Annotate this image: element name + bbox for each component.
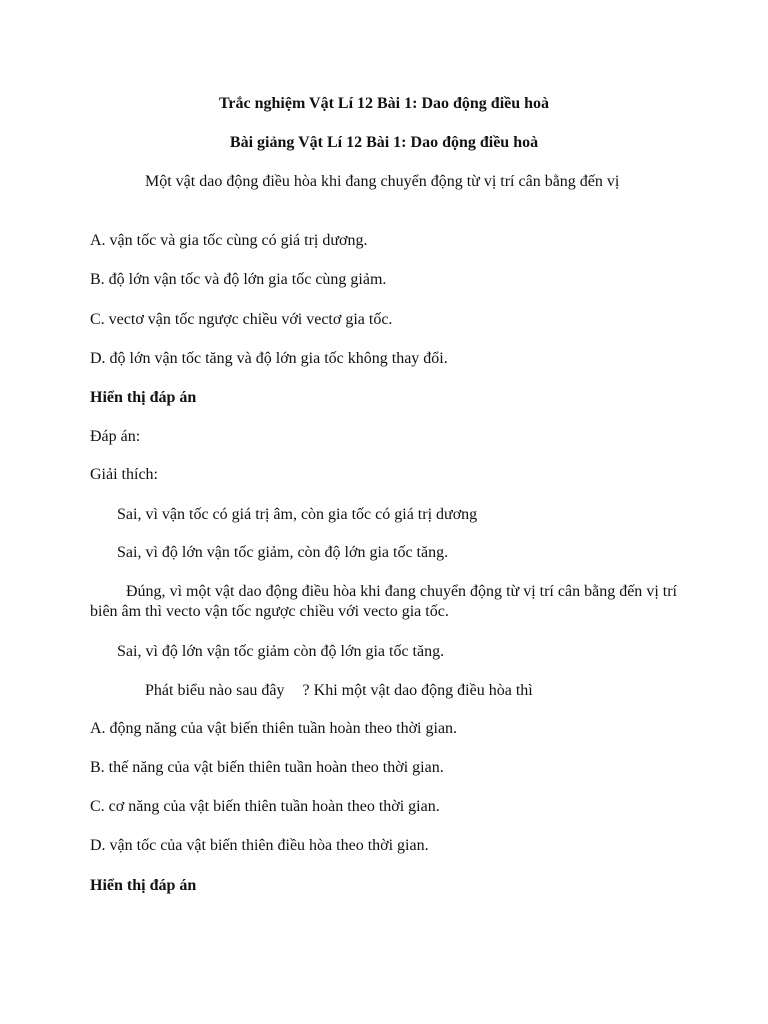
question-2-stem-part1: Phát biểu nào sau đây	[145, 682, 285, 699]
question-2-stem-part2: ? Khi một vật dao động điều hòa thì	[302, 682, 533, 699]
question-1-option-c: C. vectơ vận tốc ngược chiều với vectơ gia tốc.	[90, 311, 393, 328]
question-2-option-a: A. động năng của vật biến thiên tuần hoàn theo thời gian.	[90, 720, 458, 737]
question-2-option-c: C. cơ năng của vật biến thiên tuần hoàn theo thời gian.	[90, 798, 440, 815]
explanation-a: Sai, vì vận tốc có giá trị âm, còn gia tốc có giá trị dương	[117, 506, 478, 523]
explanation-c: Đúng, vì một vật dao động điều hòa khi đang chuyển động từ vị trí cân bằng đến vị trí biên âm thì vecto vận tốc ngược chiều với vecto gia tốc.	[90, 583, 677, 620]
document-title: Trắc nghiệm Vật Lí 12 Bài 1: Dao động điều hoà	[218, 95, 550, 112]
question-1-option-d: D. độ lớn vận tốc tăng và độ lớn gia tốc không thay đổi.	[90, 350, 448, 367]
document-subtitle: Bài giảng Vật Lí 12 Bài 1: Dao động điều hoà	[229, 134, 539, 151]
question-1-show-answer[interactable]: Hiển thị đáp án	[90, 389, 197, 406]
question-2-show-answer[interactable]: Hiển thị đáp án	[90, 877, 197, 894]
explanation-d: Sai, vì độ lớn vận tốc giảm còn độ lớn gia tốc tăng.	[117, 643, 445, 660]
explanation-b: Sai, vì độ lớn vận tốc giảm, còn độ lớn gia tốc tăng.	[117, 544, 449, 561]
question-2-option-d: D. vận tốc của vật biến thiên điều hòa theo thời gian.	[90, 837, 429, 854]
question-1-stem: Một vật dao động điều hòa khi đang chuyển động từ vị trí cân bằng đến vị	[145, 173, 620, 190]
question-1-option-b: B. độ lớn vận tốc và độ lớn gia tốc cùng giảm.	[90, 271, 387, 288]
question-1-option-a: A. vận tốc và gia tốc cùng có giá trị dương.	[90, 232, 368, 249]
explanation-label: Giải thích:	[90, 466, 158, 483]
question-2-option-b: B. thế năng của vật biến thiên tuần hoàn theo thời gian.	[90, 759, 444, 776]
answer-label: Đáp án:	[90, 428, 141, 445]
question-2-stem	[145, 681, 533, 701]
